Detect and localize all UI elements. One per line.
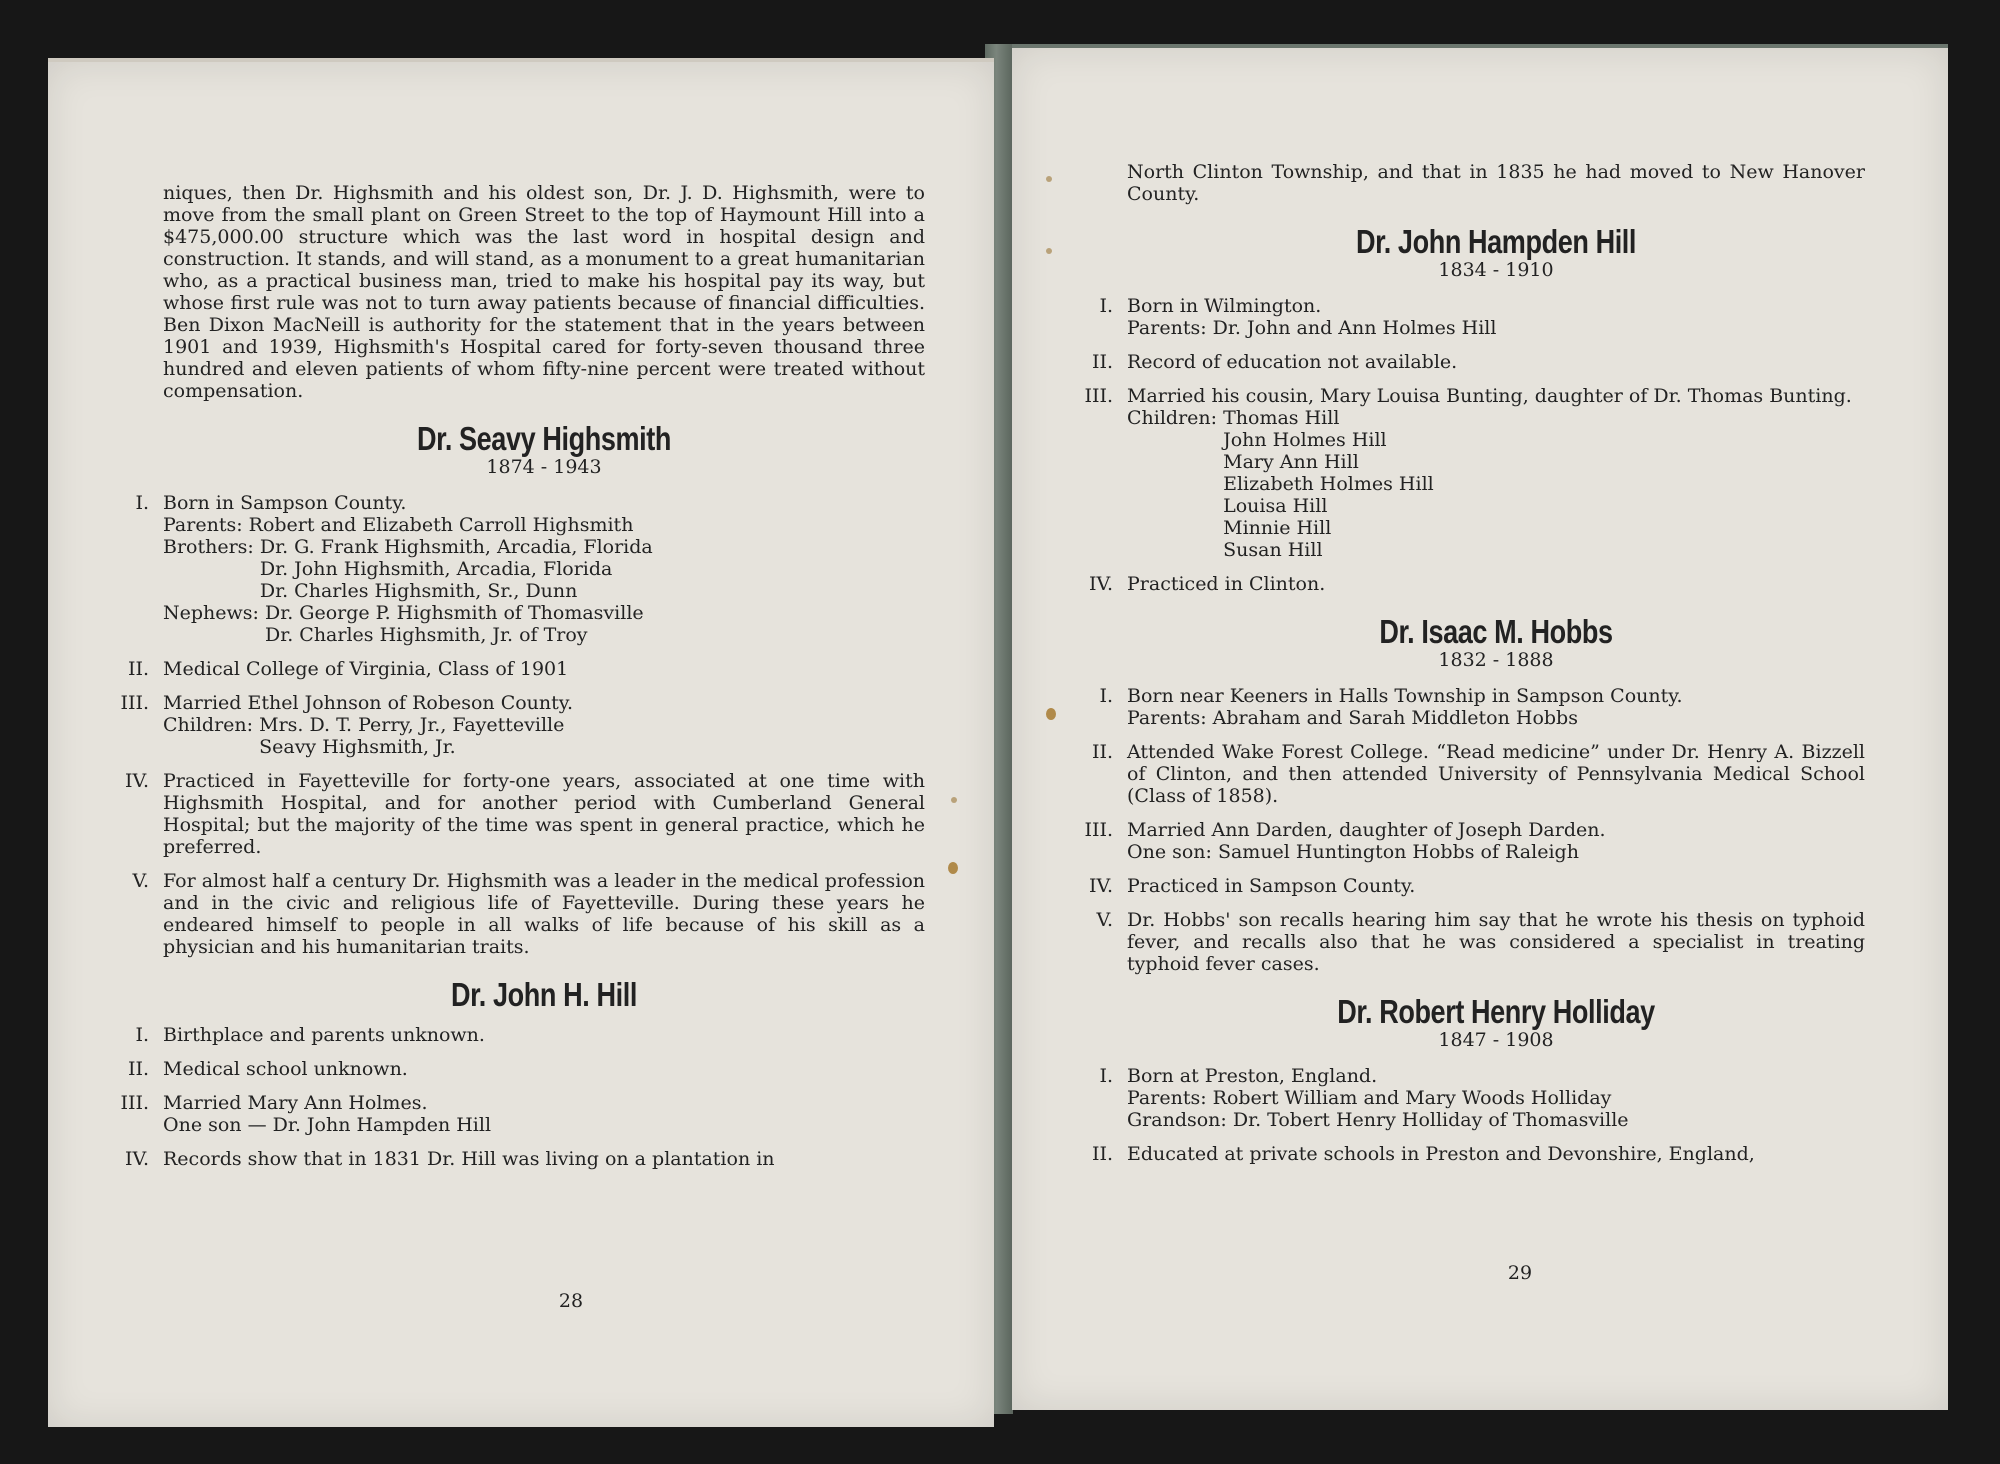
nephew-name: Dr. Charles Highsmith, Jr. of Troy bbox=[264, 624, 588, 646]
parents-line: Parents: Robert and Elizabeth Carroll Highsmith bbox=[163, 514, 634, 536]
entry-birth bbox=[1099, 1065, 1865, 1131]
paper-stain bbox=[951, 797, 957, 803]
entry-number: I. bbox=[135, 1024, 149, 1046]
children-list bbox=[1127, 407, 1865, 561]
entry-marriage bbox=[1084, 819, 1865, 863]
brothers-list bbox=[163, 536, 925, 602]
children-list bbox=[163, 714, 925, 758]
brother-name: Dr. John Highsmith, Arcadia, Florida bbox=[259, 558, 613, 580]
entry-text: Practiced in Clinton. bbox=[1127, 573, 1326, 595]
entry-education bbox=[1091, 1143, 1865, 1165]
marriage-line: Married Ann Darden, daughter of Joseph Darden. bbox=[1127, 819, 1606, 841]
life-dates: 1832 - 1888 bbox=[1438, 649, 1554, 671]
nephews-label: Nephews: bbox=[163, 602, 265, 624]
entry-text: Attended Wake Forest College. “Read medicine” under Dr. Henry A. Bizzell of Clinton, and then attended University of Pennsylvania Medical School (Class of 1858). bbox=[1127, 741, 1865, 807]
page-number: 29 bbox=[1507, 1262, 1533, 1284]
page-number: 28 bbox=[558, 1290, 584, 1312]
entry-text: Practiced in Fayetteville for forty-one years, associated at one time with Highsmith Hospital, and for another period with Cumberland General Hospital; but the majority of the time was spent in general practice, which he preferred. bbox=[163, 770, 925, 858]
entry-number: II. bbox=[1091, 351, 1113, 373]
entry-number: I. bbox=[1099, 685, 1113, 707]
entry-practice bbox=[1089, 875, 1865, 897]
child-name: John Holmes Hill bbox=[1223, 429, 1387, 451]
left-page bbox=[48, 58, 994, 1427]
section-title-isaac-m-hobbs: Dr. Isaac M. Hobbs bbox=[1379, 613, 1613, 650]
entry-number: II. bbox=[127, 658, 149, 680]
entry-number: III. bbox=[1084, 819, 1113, 841]
son-line: One son — Dr. John Hampden Hill bbox=[163, 1114, 492, 1136]
child-name: Thomas Hill bbox=[1223, 407, 1340, 429]
section-title-john-h-hill: Dr. John H. Hill bbox=[451, 976, 637, 1013]
birth-line: Born in Wilmington. bbox=[1127, 295, 1322, 317]
entry-number: V. bbox=[132, 870, 149, 892]
birth-line: Born near Keeners in Halls Township in Sampson County. bbox=[1127, 685, 1683, 707]
entry-number: IV. bbox=[1089, 573, 1113, 595]
entry-number: II. bbox=[1091, 1143, 1113, 1165]
parents-line: Parents: Robert William and Mary Woods Holliday bbox=[1127, 1087, 1612, 1109]
life-dates: 1847 - 1908 bbox=[1438, 1029, 1554, 1051]
marriage-line: Married Ethel Johnson of Robeson County. bbox=[163, 692, 574, 714]
entry-number: I. bbox=[135, 492, 149, 514]
entry-text: Practiced in Sampson County. bbox=[1127, 875, 1416, 897]
nephews-list bbox=[163, 602, 925, 646]
birth-line: Born in Sampson County. bbox=[163, 492, 407, 514]
intro-paragraph: niques, then Dr. Highsmith and his oldest son, Dr. J. D. Highsmith, were to move from the small plant on Green Street to the top of Haymount Hill into a $475,000.00 structure which was the last word in hospital design and construction. It stands, and will stand, as a monument to a great humanitarian who, as a practical business man, tried to make his hospital pay its way, but whose first rule was not to turn away patients because of financial difficulties. Ben Dixon MacNeill is authority for the statement that in the years between 1901 and 1939, Highsmith's Hospital cared for forty-seven thousand three hundred and eleven patients of whom fifty-nine percent were treated without compensation. bbox=[163, 182, 925, 402]
entry-text: Records show that in 1831 Dr. Hill was living on a plantation in bbox=[163, 1148, 775, 1170]
life-dates: 1834 - 1910 bbox=[1438, 259, 1554, 281]
entry-legacy bbox=[132, 870, 925, 958]
entry-number: V. bbox=[1096, 909, 1113, 931]
entry-education bbox=[1091, 741, 1865, 807]
entry-text: Medical school unknown. bbox=[163, 1058, 408, 1080]
life-dates: 1874 - 1943 bbox=[486, 456, 602, 478]
paper-stain bbox=[1046, 708, 1056, 720]
children-label: Children: bbox=[1127, 407, 1224, 429]
nephew-name: Dr. George P. Highsmith of Thomasville bbox=[264, 602, 644, 624]
marriage-line: Married his cousin, Mary Louisa Bunting, daughter of Dr. Thomas Bunting. bbox=[1127, 385, 1852, 407]
child-name: Mrs. D. T. Perry, Jr., Fayetteville bbox=[259, 714, 565, 736]
right-page-text bbox=[1084, 161, 1865, 1177]
marriage-line: Married Mary Ann Holmes. bbox=[163, 1092, 428, 1114]
entry-marriage bbox=[120, 692, 925, 758]
entry-number: IV. bbox=[125, 770, 149, 792]
entry-text: Record of education not available. bbox=[1127, 351, 1458, 373]
entry-education bbox=[127, 658, 925, 680]
entry-text: Dr. Hobbs' son recalls hearing him say that he wrote his thesis on typhoid fever, and recalls also that he was considered a specialist in treating typhoid fever cases. bbox=[1127, 909, 1865, 975]
section-title-robert-henry-holliday: Dr. Robert Henry Holliday bbox=[1337, 993, 1655, 1030]
entry-number: III. bbox=[1084, 385, 1113, 407]
child-name: Susan Hill bbox=[1223, 539, 1323, 561]
entry-number: IV. bbox=[125, 1148, 149, 1170]
brothers-label: Brothers: bbox=[163, 536, 260, 558]
parents-line: Parents: Abraham and Sarah Middleton Hobbs bbox=[1127, 707, 1578, 729]
right-page bbox=[1012, 44, 1948, 1410]
birth-line: Born at Preston, England. bbox=[1127, 1065, 1378, 1087]
entry-marriage bbox=[1084, 385, 1865, 561]
entry-thesis bbox=[1096, 909, 1865, 975]
entry-number: III. bbox=[120, 692, 149, 714]
entry-number: II. bbox=[1091, 741, 1113, 763]
child-name: Elizabeth Holmes Hill bbox=[1223, 473, 1434, 495]
entry-practice bbox=[1089, 573, 1865, 595]
grandson-line: Grandson: Dr. Tobert Henry Holliday of Thomasville bbox=[1127, 1109, 1629, 1131]
entry-birth bbox=[1099, 685, 1865, 729]
entry-number: I. bbox=[1099, 1065, 1113, 1087]
entry-birth bbox=[1099, 295, 1865, 339]
entry-number: III. bbox=[120, 1092, 149, 1114]
entry-education bbox=[127, 1058, 925, 1080]
paper-stain bbox=[1046, 248, 1052, 254]
child-name: Louisa Hill bbox=[1223, 495, 1328, 517]
entry-number: IV. bbox=[1089, 875, 1113, 897]
section-title-seavy-highsmith: Dr. Seavy Highsmith bbox=[417, 420, 671, 457]
entry-records bbox=[125, 1148, 925, 1170]
left-page-text bbox=[120, 182, 925, 1182]
section-title-john-hampden-hill: Dr. John Hampden Hill bbox=[1355, 223, 1637, 260]
entry-number: I. bbox=[1099, 295, 1113, 317]
son-line: One son: Samuel Huntington Hobbs of Raleigh bbox=[1127, 841, 1579, 863]
children-label: Children: bbox=[163, 714, 260, 736]
entry-text: For almost half a century Dr. Highsmith was a leader in the medical profession and in the civic and religious life of Fayetteville. During these years he endeared himself to people in all walks of life because of his skill as a physician and his humanitarian traits. bbox=[163, 870, 925, 958]
entry-marriage bbox=[120, 1092, 925, 1136]
parents-line: Parents: Dr. John and Ann Holmes Hill bbox=[1127, 317, 1497, 339]
child-name: Mary Ann Hill bbox=[1223, 451, 1359, 473]
child-name: Minnie Hill bbox=[1223, 517, 1332, 539]
brother-name: Dr. G. Frank Highsmith, Arcadia, Florida bbox=[259, 536, 653, 558]
brother-name: Dr. Charles Highsmith, Sr., Dunn bbox=[259, 580, 578, 602]
child-name: Seavy Highsmith, Jr. bbox=[259, 736, 456, 758]
entry-text: Birthplace and parents unknown. bbox=[163, 1024, 485, 1046]
entry-birth bbox=[135, 492, 925, 646]
entry-birth bbox=[135, 1024, 925, 1046]
entry-text: Medical College of Virginia, Class of 1901 bbox=[163, 658, 569, 680]
entry-number: II. bbox=[127, 1058, 149, 1080]
entry-text: Educated at private schools in Preston and Devonshire, England, bbox=[1127, 1143, 1755, 1165]
paper-stain bbox=[1046, 176, 1052, 182]
entry-education bbox=[1091, 351, 1865, 373]
intro-paragraph: North Clinton Township, and that in 1835 he had moved to New Hanover County. bbox=[1127, 161, 1865, 205]
entry-practice bbox=[125, 770, 925, 858]
paper-stain bbox=[948, 862, 958, 874]
